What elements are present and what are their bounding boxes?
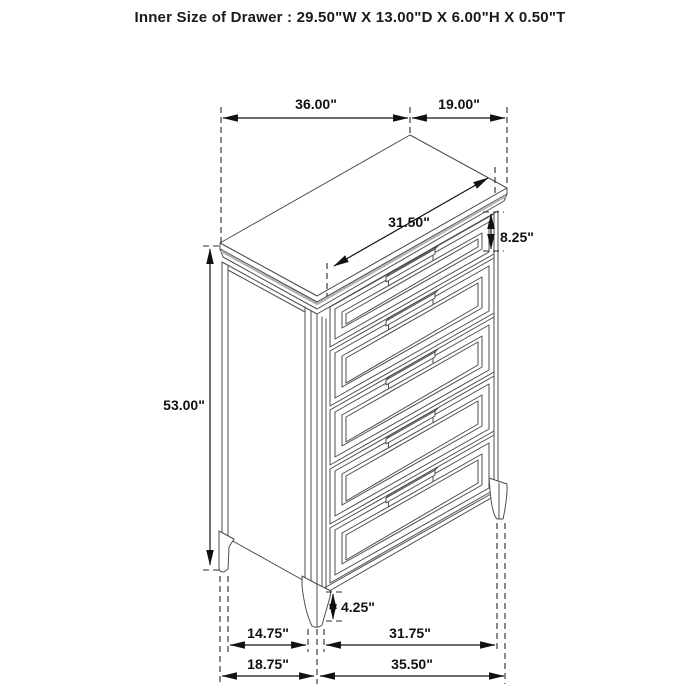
dim-label-top-width: 36.00" — [295, 96, 337, 112]
dim-base-inner-width — [326, 625, 495, 645]
chest-drawing — [219, 135, 507, 627]
dim-overall-height — [163, 249, 210, 565]
dim-label-overall-height: 53.00" — [163, 397, 205, 413]
dim-label-base-inner-width: 31.75" — [389, 625, 431, 641]
diagram-title: Inner Size of Drawer : 29.50"W X 13.00"D X 6.00"H X 0.50"T — [134, 9, 566, 26]
dim-label-top-depth: 19.00" — [438, 96, 480, 112]
front-right-leg — [489, 478, 507, 519]
dim-label-base-inner-depth: 14.75" — [247, 625, 289, 641]
dim-base-inner-depth — [230, 625, 306, 645]
dim-label-top-drawer-height: 8.25" — [500, 229, 534, 245]
dim-top-depth — [412, 96, 505, 118]
dim-foot-height — [333, 594, 375, 619]
dim-label-top-inner-width: 31.50" — [388, 214, 430, 230]
dim-label-base-width: 35.50" — [391, 656, 433, 672]
side-panel — [222, 262, 317, 588]
dim-base-depth — [222, 656, 314, 676]
dim-label-base-depth: 18.75" — [247, 656, 289, 672]
dim-label-foot-height: 4.25" — [341, 599, 375, 615]
dim-top-width — [223, 96, 408, 118]
dim-base-width — [320, 656, 504, 676]
